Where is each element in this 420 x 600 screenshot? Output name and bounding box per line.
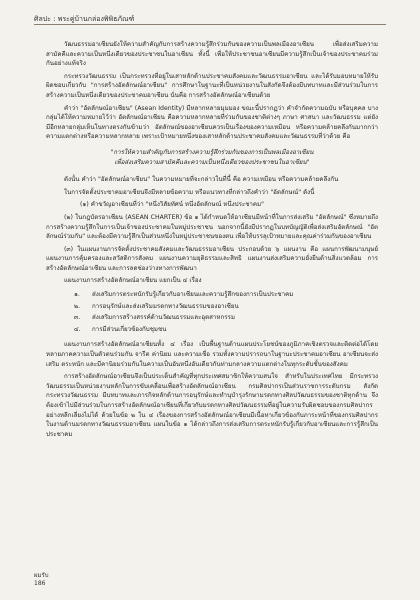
running-header: ศิลปะ : พระคู่บ้านกล่องพิพิธภัณฑ์ <box>34 15 135 23</box>
list-number: ๔. <box>74 325 81 333</box>
quote-line: "การให้ความสำคัญกับการสร้างความรู้สึกร่วมกันของการเป็นพลเมืองอาเซียน <box>110 148 314 156</box>
list-text: ส่งเสริมการตระหนักรับรู้เกี่ยวกับอาเซียนและความรู้สึกของการเป็นประชาคม <box>92 291 294 299</box>
list-item <box>74 313 378 323</box>
list-number: ๒. <box>74 302 81 310</box>
numbered-list <box>74 290 378 334</box>
header-divider <box>34 24 386 25</box>
list-item <box>74 302 378 312</box>
page-number: 186 <box>34 580 46 587</box>
list-text: ส่งเสริมการสร้างสรรค์ด้านวัฒนธรรมและอุตสาหกรรม <box>92 314 235 322</box>
paragraph: ดังนั้น คำว่า "อัตลักษณ์อาเซียน" ในความหมายที่จะกล่าวในที่นี้ คือ ความเหมือน หรือความคล้ายคลึงกัน <box>64 176 339 184</box>
paragraph: (๓) ในแผนงานการจัดตั้งประชาคมสังคมและวัฒนธรรมอาเซียน ประกอบด้วย ๖ แผนงาน คือ แผนการพัฒนามนุษย์ แผนงานการคุ้มครองและสวัสดิการสังคม แผนงานความยุติธรรมและสิทธิ แผนงานส่งเสริมความยั่งยืนด้านสิ่งแวดล้อม การสร้างอัตลักษณ์อาเซียน และการลดช่องว่างทางการพัฒนา <box>46 245 378 272</box>
list-text: การอนุรักษ์และส่งเสริมมรดกทางวัฒนธรรมของอาเซียน <box>92 302 239 310</box>
list-number: ๑. <box>74 291 80 299</box>
list-text: การมีส่วนเกี่ยวข้องกับชุมชน <box>92 325 167 333</box>
body-text <box>46 40 378 442</box>
list-number: ๓. <box>74 314 81 322</box>
page-footer <box>34 572 49 588</box>
paragraph: (๒) ในกฎบัตรอาเซียน (ASEAN CHARTER) ข้อ ๑ ได้กำหนดให้อาเซียนมีหน้าที่ในการส่งเสริม "อัตลักษณ์" ซึ่งหมายถึงการสร้างความรู้สึกในการเป็นเจ้าของประชาคมในหมู่ประชาชน นอกจากนี้ยังมีปรากฏในบทบัญญัติเพื่อส่งเสริมอัตลักษณ์ "อัตลักษณ์ร่วมกัน" และต้องมีความรู้สึกเป็นส่วนหนึ่งในหมู่ประชาชนของตน เพื่อให้บรรลุเป้าหมายและคุณค่าร่วมกันของอาเซียน <box>46 213 378 241</box>
paragraph: คำว่า "อัตลักษณ์อาเซียน" (Asean Identity) มีหลากหลายมุมมอง ขณะนี้ปรากฏว่า คำจำกัดความฉบับ หรือบุคคล บางกลุ่มได้ให้ความหมายไว้ว่า อัตลักษณ์อาเซียน คือความหลากหลายที่ร่วมกันของชาติต่างๆ ภาษา ศาสนา และวัฒนธรรม แต่ยังมีอีกหลายกลุ่มเห็นในทางตรงกันข้ามว่า อัตลักษณ์ของอาเซียนควรเป็นเรื่องของความเหมือน หรือความคล้ายคลึงกันมากกว่าความแตกต่างหรือความหลากหลาย เพราะเป้าหมายหนึ่งของเสาหลักด้านประชาคมสังคมและวัฒนธรรมที่ว่าด้วย คือ <box>46 104 378 141</box>
paragraph: กระทรวงวัฒนธรรม เป็นกระทรวงที่อยู่ในเสาหลักด้านประชาคมสังคมและวัฒนธรรมอาเซียน และได้รับมอบหมายให้รับผิดชอบเกี่ยวกับ "การสร้างอัตลักษณ์อาเซียน" การศึกษาในฐานะที่เป็นหน่วยงานในสังกัดจึงต้องมีบทบาทและมีส่วนร่วมในการสร้างความเป็นหนึ่งเดียวของประชาคมอาเซียน นั่นคือ การสร้างอัตลักษณ์อาเซียนด้วย <box>46 72 378 99</box>
paragraph: แผนงานการสร้างอัตลักษณ์อาเซียน แยกเป็น ๔ เรื่อง <box>64 277 202 285</box>
paragraph: ในการจัดตั้งประชาคมอาเซียนจึงมีหลายข้อความ หรือแนวทางที่กล่าวถึงคำว่า "อัตลักษณ์" ดังนี้ <box>64 188 315 196</box>
list-item <box>74 325 378 335</box>
list-item <box>74 290 378 300</box>
quote-line: เพื่อส่งเสริมความสามัคคีและความเป็นหนึ่งเดียวของประชาชนในอาเซียน" <box>114 158 310 166</box>
paragraph: การสร้างอัตลักษณ์อาเซียนจึงเป็นประเด็นสำคัญที่ทุกประเทศสมาชิกให้ความสนใจ สำหรับในประเทศไทย มีกระทรวงวัฒนธรรมเป็นหน่วยงานหลักในการขับเคลื่อนเพื่อสร้างอัตลักษณ์อาเซียน กรมศิลปากรเป็นส่วนราชการระดับกรม สังกัดกระทรวงวัฒนธรรม มีบทบาทและภารกิจหลักด้านการอนุรักษ์และทำนุบำรุงรักษามรดกทางศิลปวัฒนธรรมของชาติทุกด้าน จึงต้องเข้าไปมีส่วนร่วมในการสร้างอัตลักษณ์อาเซียนที่เกี่ยวกับมรดกทางศิลปวัฒนธรรมที่อยู่ในความรับผิดชอบของกรมศิลปากรอย่างหลีกเลี่ยงไม่ได้ ด้วยในข้อ ๒ ใน ๔ เรื่องของการสร้างอัตลักษณ์อาเซียนมีเนื้อหาเกี่ยวข้องกับภาระหน้าที่ของกรมศิลปากรในงานด้านมรดกทางวัฒนธรรมอาเซียน แผนในข้อ ๑ ได้กล่าวถึงการส่งเสริมการตระหนักรับรู้เกี่ยวกับอาเซียนและการรู้สึกเป็นประชาคม <box>46 373 378 438</box>
paragraph: แผนงานการสร้างอัตลักษณ์อาเซียนทั้ง ๔ เรื่อง เป็นพื้นฐานด้านแผนประโยชน์ของภูมิภาคเชิงตรวจและติดต่อได้โดยหลายภาคความเป็นตัวตนร่วมกัน จารีต ค่านิยม และความเชื่อ รวมทั้งความปรารถนาในฐานะประชาคมอาเซียน อาเซียนจะส่งเสริม ตระหนัก และมีคานิยมร่วมกันในความเป็นอันหนึ่งอันเดียวกันท่ามกลางความแตกต่างในทุกระดับชั้นของสังคม <box>46 341 378 368</box>
paragraph: วัฒนธรรมอาเซียนยังให้ความสำคัญกับการสร้างความรู้สึกร่วมกันของความเป็นพลเมืองอาเซียน เพื่อส่งเสริมความสามัคคีและความเป็นหนึ่งเดียวของประชาชนในอาเซียน ทั้งนี้ เพื่อให้ประชาชนอาเซียนมีความรู้สึกเป็นเจ้าของประชาคมร่วมกันอย่างแท้จริง <box>46 41 378 68</box>
paragraph: (๑) คำขวัญอาเซียนที่ว่า "หนึ่งวิสัยทัศน์ หนึ่งอัตลักษณ์ หนึ่งประชาคม" <box>80 201 264 209</box>
footer-label: ผมรับ <box>34 572 49 579</box>
block-quote <box>46 148 378 167</box>
